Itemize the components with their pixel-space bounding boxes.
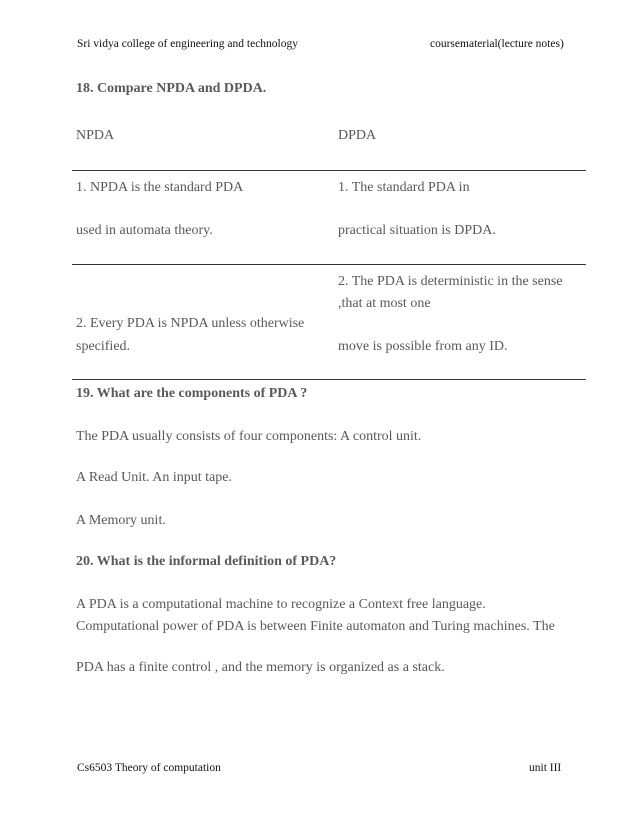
answer-line: A Read Unit. An input tape. <box>76 470 232 485</box>
header-right: coursematerial(lecture notes) <box>430 38 564 50</box>
column-header-npda: NPDA <box>76 128 115 143</box>
dpda-cell-line: ,that at most one <box>338 296 431 311</box>
footer-right: unit III <box>529 762 562 774</box>
answer-line: A PDA is a computational machine to recognize a Context free language. <box>76 597 486 612</box>
table-rule <box>72 379 586 380</box>
column-header-dpda: DPDA <box>338 128 377 143</box>
answer-line: PDA has a finite control , and the memory is organized as a stack. <box>76 660 445 675</box>
answer-line: A Memory unit. <box>76 513 166 528</box>
footer-left: Cs6503 Theory of computation <box>77 762 221 774</box>
npda-cell-line: specified. <box>76 339 131 354</box>
table-rule <box>72 264 586 265</box>
dpda-cell-line: 2. The PDA is deterministic in the sense <box>338 274 563 289</box>
answer-line: The PDA usually consists of four components: A control unit. <box>76 429 422 444</box>
answer-line: Computational power of PDA is between Finite automaton and Turing machines. The <box>76 619 555 634</box>
dpda-cell-line: 1. The standard PDA in <box>338 180 470 195</box>
question-20-heading: 20. What is the informal definition of PDA? <box>76 554 337 569</box>
table-rule <box>72 170 586 171</box>
dpda-cell-line: practical situation is DPDA. <box>338 223 496 238</box>
dpda-cell-line: move is possible from any ID. <box>338 339 508 354</box>
header-left: Sri vidya college of engineering and technology <box>77 38 298 50</box>
npda-cell-line: 2. Every PDA is NPDA unless otherwise <box>76 316 305 331</box>
npda-cell-line: 1. NPDA is the standard PDA <box>76 180 244 195</box>
npda-cell-line: used in automata theory. <box>76 223 213 238</box>
question-18-heading: 18. Compare NPDA and DPDA. <box>76 81 267 96</box>
question-19-heading: 19. What are the components of PDA ? <box>76 386 308 401</box>
